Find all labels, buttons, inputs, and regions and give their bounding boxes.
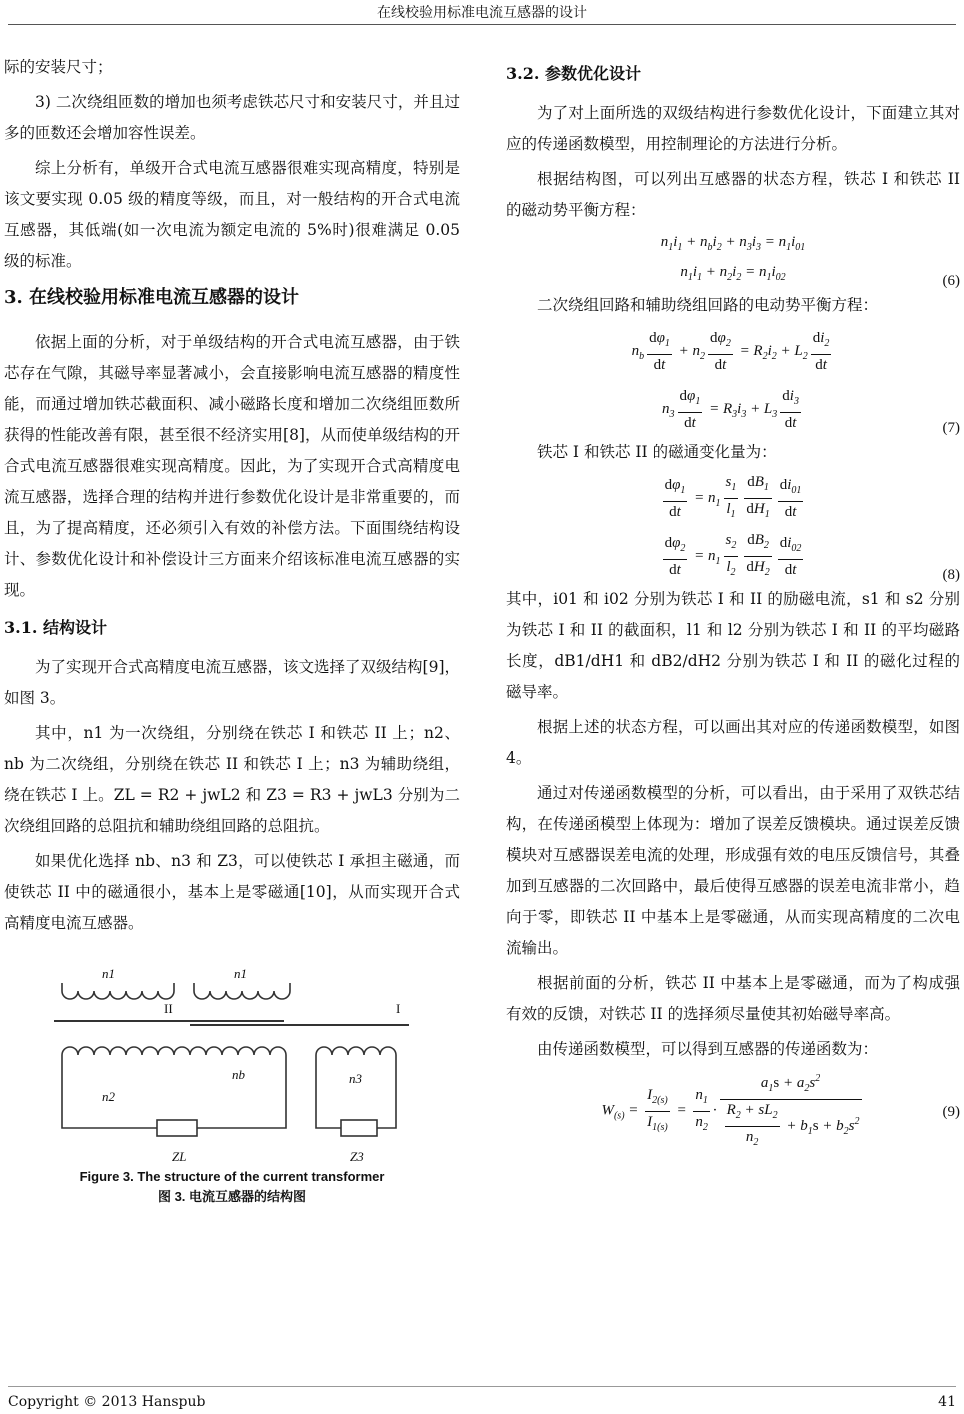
primary-coil-left [62, 983, 174, 999]
label-n2: n2 [102, 1089, 115, 1104]
paragraph: 综上分析有，单级开合式电流互感器很难实现高精度，特别是该文要实现 0.05 级的精度等级，而且，对一般结构的开合式电流互感器，其低端(如一次电流为额定电流的 5%时)很难满足 0.05 级的标准。 [4, 159, 460, 270]
equation-number: (9) [942, 1104, 960, 1120]
running-header: 在线校验用标准电流互感器的设计 [377, 5, 587, 21]
paragraph: 根据前面的分析，铁芯 II 中基本上是零磁通，而为了构成强有效的反馈，对铁芯 II 的选择须尽量使其初始磁导率高。 [506, 974, 960, 1023]
figure-3-diagram [4, 953, 460, 1204]
paragraph: 际的安装尺寸； [4, 58, 113, 76]
left-column [4, 52, 460, 1204]
equation-8: $\frac{d\varphi_1}{dt}$ = $n_1$ $\frac{s_1}{l_1}$ $\frac{dB_1}{dH_1}$ $\frac{di_{01}}{dt}$ $\frac{d\varphi_2}{dt}$ = $n_1$ $\frac{s_2}{l_2}$ $\frac{dB_2}{dH_2}$ $\frac{di_{02}}{dt}$ (8) [664, 474, 960, 583]
page-number: 41 [938, 1394, 956, 1410]
figure-caption-cn: 图 3. 电流互感器的结构图 [157, 1189, 307, 1204]
zl-resistor [157, 1120, 197, 1136]
label-zl: ZL [172, 1149, 187, 1163]
figure-caption-en: Figure 3. The structure of the current transformer [79, 1169, 385, 1184]
equation-number: (7) [942, 420, 960, 436]
equation-number: (8) [942, 567, 960, 583]
paragraph: 其中，i01 和 i02 分别为铁芯 I 和 II 的励磁电流，s1 和 s2 分别为铁芯 I 和 II 的截面积，l1 和 l2 分别为铁芯 I 和 II 的平均磁路长度，dB1/dH1 和 dB2/dH2 分别为铁芯 I 和 II 的磁化过程的磁导率。 [506, 590, 960, 701]
paragraph: 3) 二次绕组匝数的增加也须考虑铁芯尺寸和安装尺寸，并且过多的匝数还会增加容性误差。 [4, 93, 460, 142]
label-nb: nb [232, 1067, 245, 1082]
paragraph: 根据结构图，可以列出互感器的状态方程，铁芯 I 和铁芯 II 的磁动势平衡方程： [506, 170, 960, 219]
copyright: Copyright © 2013 Hanspub [8, 1394, 206, 1410]
label-core-ii: II [164, 1001, 173, 1016]
footer-rule [8, 1386, 956, 1387]
label-z3: Z3 [350, 1149, 364, 1163]
paragraph: 其中，n1 为一次绕组，分别绕在铁芯 I 和铁芯 II 上；n2、nb 为二次绕组，分别绕在铁芯 II 和铁芯 I 上；n3 为辅助绕组，绕在铁芯 I 上。ZL = R2 + jwL2 和 Z3 = R3 + jwL3 分别为二次绕组回路的总阻抗和辅助绕组回路的总阻抗。 [4, 724, 460, 835]
secondary-coil [62, 1047, 286, 1063]
paragraph: 为了对上面所选的双级结构进行参数优化设计，下面建立其对应的传递函数模型，用控制理论的方法进行分析。 [506, 104, 960, 153]
paragraph: 为了实现开合式高精度电流互感器，该文选择了双级结构[9]，如图 3。 [4, 658, 460, 707]
aux-coil [316, 1047, 396, 1063]
paragraph: 依据上面的分析，对于单级结构的开合式电流互感器，由于铁芯存在气隙，其磁导率显著减小，会直接影响电流互感器的精度性能，而通过增加铁芯截面积、减小磁路长度和增加二次绕组匝数所获得的性能改善有限，甚至很不经济实用[8]，从而使单级结构的开合式电流互感器很难实现高精度。因此，为了实现开合式高精度电流互感器，选择合理的结构并进行参数优化设计是非常重要的，而且，为了提高精度，还必须引入有效的补偿方法。下面围绕结构设计、参数优化设计和补偿设计三方面来介绍该标准电流互感器的实现。 [4, 333, 460, 599]
equation-7: $n_b$ $\frac{d\varphi_1}{dt}$ + $n_2$ $\frac{d\varphi_2}{dt}$ = $R_2i_2 + L_2$ $\frac{di_2}{dt}$ $n_3$ $\frac{d\varphi_1}{dt}$ = $R_3i_3 + L_3$ $\frac{di_3}{dt}$ (7) [631, 330, 960, 436]
transformer-structure-svg [4, 953, 460, 1163]
equation-number: (6) [942, 273, 960, 289]
label-n1-left: n1 [102, 966, 115, 981]
label-core-i: I [396, 1001, 401, 1016]
paragraph: 如果优化选择 nb、n3 和 Z3，可以使铁芯 I 承担主磁通，而使铁芯 II 中的磁通很小，基本上是零磁通[10]，从而实现开合式高精度电流互感器。 [4, 852, 460, 932]
subsection-heading: 3.2. 参数优化设计 [506, 64, 641, 83]
paragraph: 二次绕组回路和辅助绕组回路的电动势平衡方程： [537, 296, 879, 314]
right-column [506, 52, 960, 1148]
primary-coil-right [194, 983, 290, 999]
equation-9: $W_{(s)}$ = $\frac{I_{2(s)}}{I_{1(s)}}$ = $\frac{n_1}{n_2}$ · $a_1s + a_2s^2$ $\frac{R_2 + sL_2}{n_2}$ + $b_1s + b_2s^2$ (9) [506, 1069, 960, 1145]
aux-wire-right [377, 1063, 396, 1128]
z3-resistor [341, 1120, 377, 1136]
paragraph: 铁芯 I 和铁芯 II 的磁通变化量为： [537, 443, 777, 461]
section-heading: 3. 在线校验用标准电流互感器的设计 [4, 287, 300, 308]
equation-6: $n_1i_1 + n_bi_2 + n_3i_3 = n_1i_{01}$ $n_1i_1 + n_2i_2 = n_1i_{02}$ (6) [660, 234, 960, 289]
paragraph: 由传递函数模型，可以得到互感器的传递函数为： [537, 1040, 879, 1058]
label-n1-right: n1 [234, 966, 247, 981]
paragraph: 根据上述的状态方程，可以画出其对应的传递函数模型，如图 4。 [506, 718, 960, 767]
header-rule [8, 24, 956, 25]
label-n3: n3 [349, 1071, 362, 1086]
paragraph: 通过对传递函数模型的分析，可以看出，由于采用了双铁芯结构，在传递函模型上体现为：增加了误差反馈模块。通过误差反馈模块对互感器误差电流的处理，形成强有效的电压反馈信号，其叠加到互感器的二次回路中，最后使得互感器的误差电流非常小，趋向于零，即铁芯 II 中基本上是零磁通，从而实现高精度的二次电流输出。 [506, 784, 960, 957]
aux-wire-left [316, 1063, 341, 1128]
subsection-heading: 3.1. 结构设计 [4, 618, 107, 637]
